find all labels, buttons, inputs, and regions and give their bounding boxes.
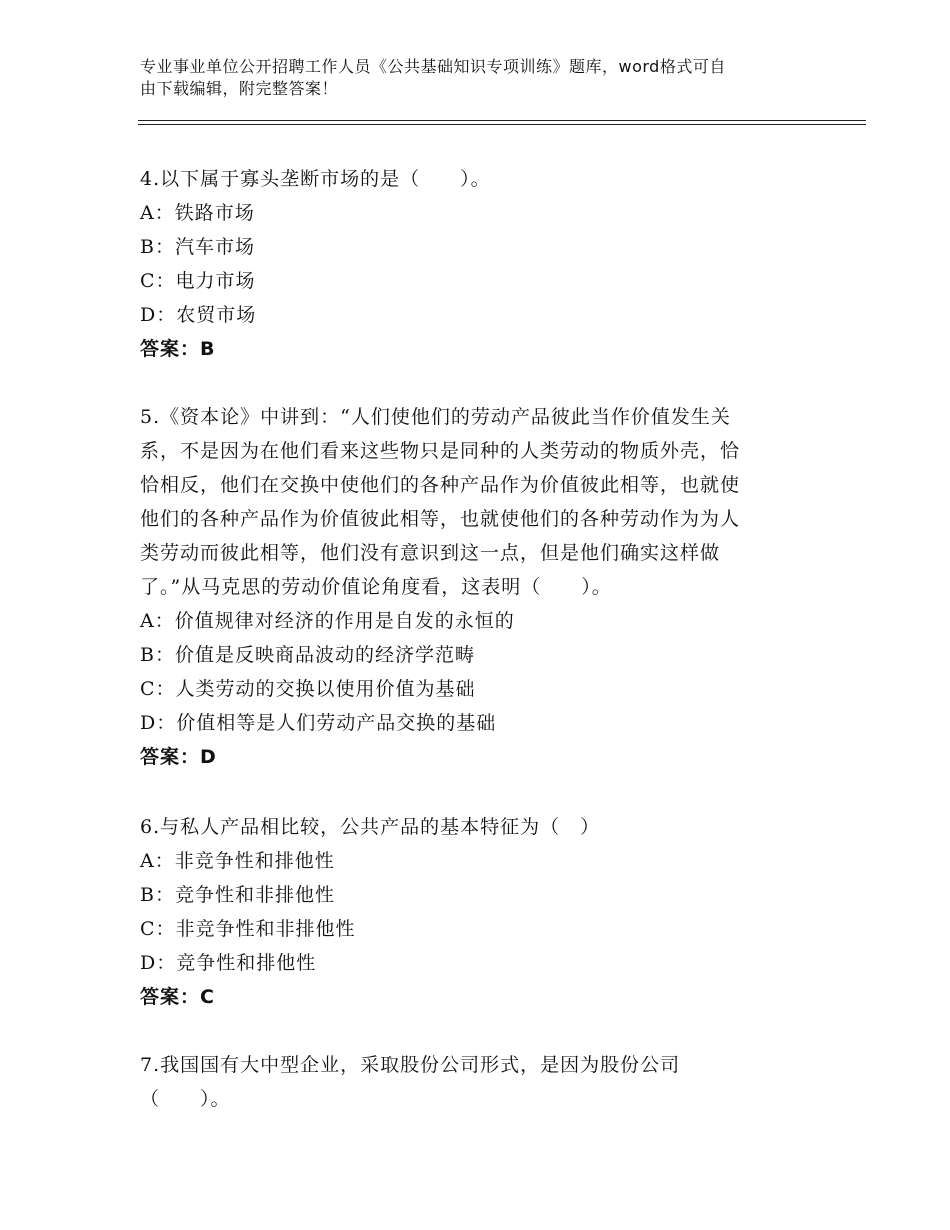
option-b: B：价值是反映商品波动的经济学范畴: [140, 644, 475, 666]
question-stem: 4.以下属于寡头垄断市场的是（ ）。: [140, 168, 491, 190]
answer: 答案：C: [140, 986, 215, 1008]
option-d: D：农贸市场: [140, 304, 257, 326]
question-stem-line: 恰相反，他们在交换中使他们的各种产品作为价值彼此相等，也就使: [140, 474, 741, 496]
option-b: B：汽车市场: [140, 236, 255, 258]
question-stem-line: 了。”从马克思的劳动价值论角度看，这表明（ ）。: [140, 576, 612, 598]
question-5: [140, 400, 800, 774]
option-d: D：竞争性和排他性: [140, 952, 317, 974]
question-stem-line: 5.《资本论》中讲到：“人们使他们的劳动产品彼此当作价值发生关: [140, 406, 731, 428]
question-stem-line: （ ）。: [140, 1088, 231, 1110]
option-b: B：竞争性和非排他性: [140, 884, 335, 906]
header-divider-top: [138, 120, 866, 121]
question-stem-line: 他们的各种产品作为价值彼此相等，也就使他们的各种劳动作为为人: [140, 508, 741, 530]
option-c: C：人类劳动的交换以使用价值为基础: [140, 678, 476, 700]
option-a: A：价值规律对经济的作用是自发的永恒的: [140, 610, 515, 632]
option-a: A：铁路市场: [140, 202, 255, 224]
question-stem-line: 7.我国国有大中型企业，采取股份公司形式，是因为股份公司: [140, 1054, 681, 1076]
option-c: C：非竞争性和非排他性: [140, 918, 356, 940]
question-stem: 6.与私人产品相比较，公共产品的基本特征为（ ）: [140, 816, 601, 838]
question-6: [140, 810, 800, 1014]
header-line-2: 由下载编辑，附完整答案！: [140, 79, 339, 98]
question-7: [140, 1048, 800, 1116]
option-c: C：电力市场: [140, 270, 256, 292]
document-header: [140, 56, 820, 100]
answer: 答案：D: [140, 746, 217, 768]
question-stem-line: 类劳动而彼此相等，他们没有意识到这一点，但是他们确实这样做: [140, 542, 721, 564]
option-a: A：非竞争性和排他性: [140, 850, 335, 872]
question-stem-line: 系，不是因为在他们看来这些物只是同种的人类劳动的物质外壳，恰: [140, 440, 741, 462]
header-line-1: 专业事业单位公开招聘工作人员《公共基础知识专项训练》题库，word格式可自: [140, 57, 726, 76]
header-divider-bottom: [138, 124, 866, 125]
question-4: [140, 162, 800, 366]
option-d: D：价值相等是人们劳动产品交换的基础: [140, 712, 497, 734]
answer: 答案：B: [140, 338, 216, 360]
